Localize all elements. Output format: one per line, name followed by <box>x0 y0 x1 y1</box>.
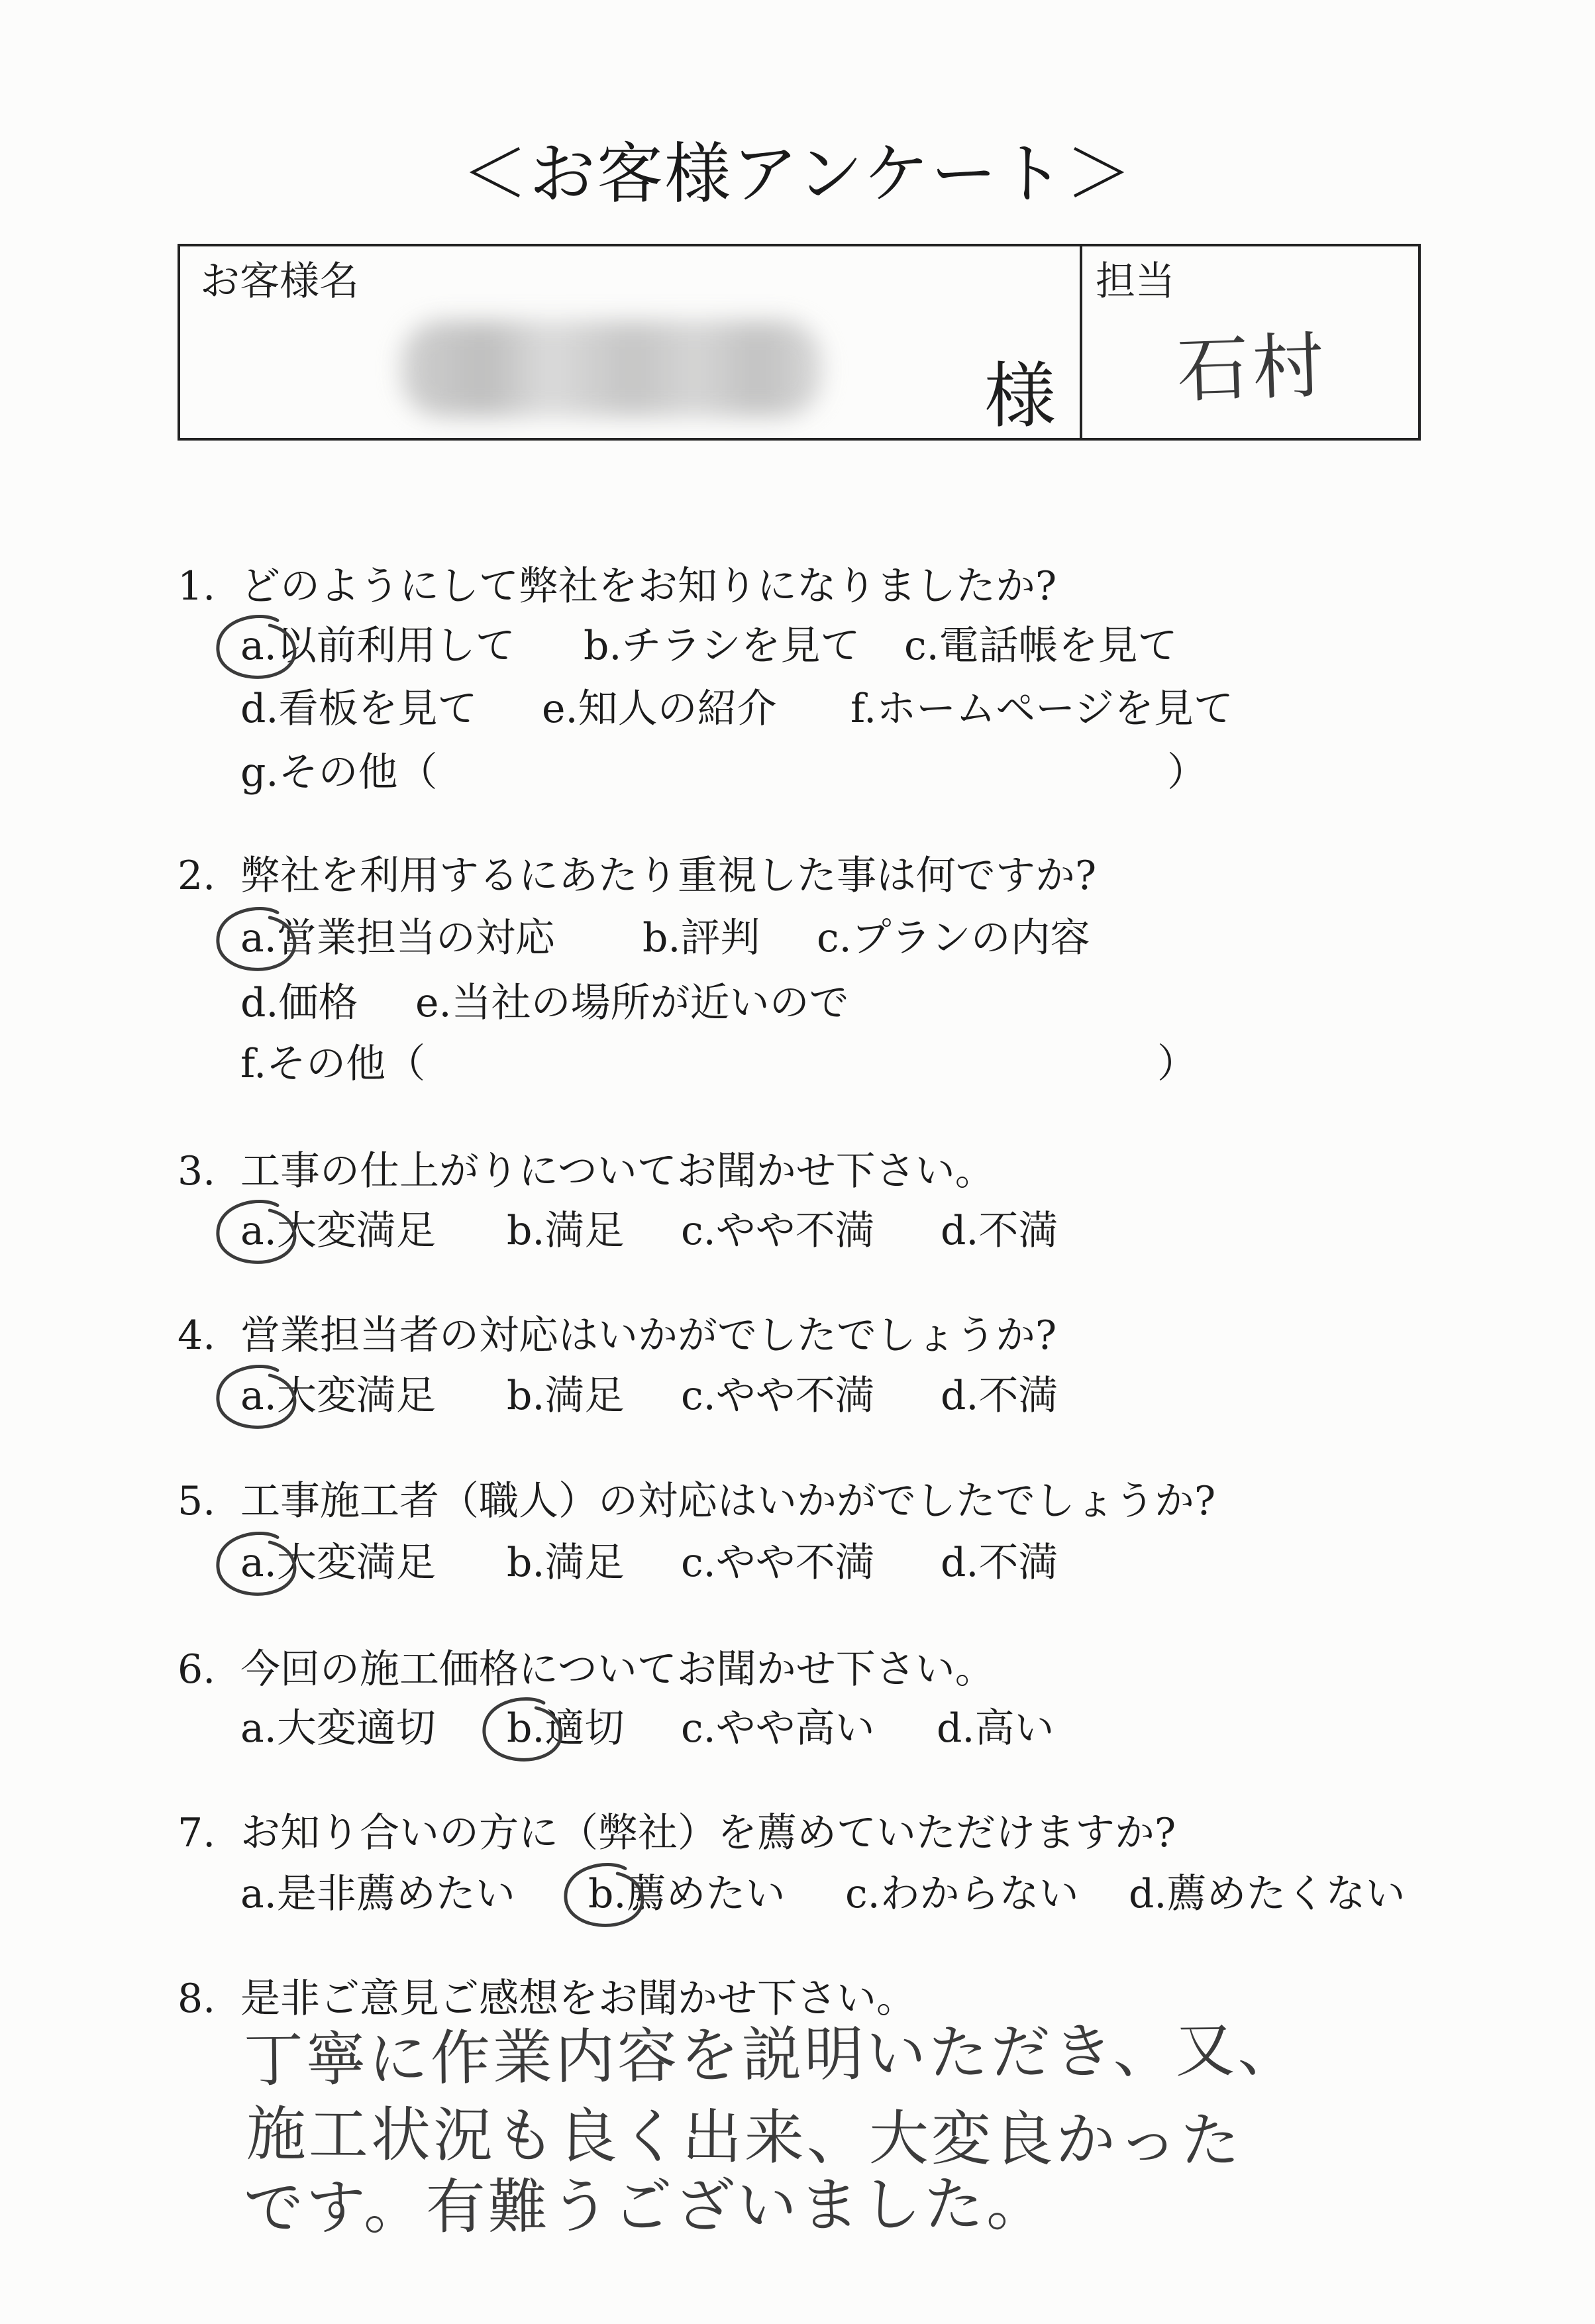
question-6-option-d: d.高い <box>937 1705 1055 1752</box>
question-5-option-d: d.不満 <box>941 1540 1058 1586</box>
question-6-text: 今回の施工価格についてお聞かせ下さい。 <box>240 1646 995 1693</box>
question-6-option-b: b.適切 <box>507 1705 625 1752</box>
handwritten-comment-line: です。有難うございました。 <box>243 2169 1049 2243</box>
question-5-text: 工事施工者（職人）の対応はいかがでしたでしょうか? <box>240 1478 1216 1524</box>
question-2-option-c: c.プランの内容 <box>817 915 1090 961</box>
question-2-number: 2. <box>178 853 216 899</box>
question-1-option-e: e.知人の紹介 <box>542 686 777 732</box>
question-8-text: 是非ご意見ご感想をお聞かせ下さい。 <box>240 1976 916 2022</box>
question-4-option-a: a.大変満足 <box>240 1373 436 1419</box>
question-2-other-close: ） <box>1157 1041 1197 1087</box>
question-4-option-d: d.不満 <box>941 1373 1058 1419</box>
question-3-number: 3. <box>178 1148 216 1194</box>
customer-name-label: お客様名 <box>200 258 359 305</box>
question-7-option-b: b.薦めたい <box>588 1871 786 1917</box>
question-5-option-a: a.大変満足 <box>240 1540 436 1586</box>
question-1-text: どのようにして弊社をお知りになりましたか? <box>240 563 1057 609</box>
staff-name-handwritten: 石村 <box>1175 325 1330 413</box>
question-7-option-c: c.わからない <box>845 1871 1079 1917</box>
question-5-option-b: b.満足 <box>507 1540 625 1586</box>
question-1-option-f: f.ホームページを見て <box>850 686 1233 732</box>
question-7-text: お知り合いの方に（弊社）を薦めていただけますか? <box>240 1810 1176 1856</box>
question-3-option-c: c.やや不満 <box>681 1208 875 1254</box>
question-1-option-d: d.看板を見て <box>240 686 478 732</box>
question-2-option-a: a.営業担当の対応 <box>240 915 555 961</box>
redacted-customer-name <box>401 321 822 417</box>
question-1-option-a: a.以前利用して <box>240 623 515 669</box>
handwritten-comment-line: 施工状況も良く出来、大変良かった <box>246 2099 1243 2176</box>
question-6-number: 6. <box>178 1646 216 1693</box>
question-3-option-a: a.大変満足 <box>240 1208 436 1254</box>
question-3-option-d: d.不満 <box>941 1208 1058 1254</box>
question-1-other-close: ） <box>1167 749 1207 796</box>
question-7-option-a: a.是非薦めたい <box>240 1871 515 1917</box>
question-1-option-c: c.電話帳を見て <box>904 623 1178 669</box>
table-divider <box>1080 246 1082 438</box>
customer-info-table <box>178 244 1421 441</box>
question-1-option-g: g.その他（ <box>240 749 438 796</box>
handwritten-comment-line: 丁寧に作業内容を説明いただき、又、 <box>243 2015 1300 2095</box>
question-5-number: 5. <box>178 1478 216 1524</box>
question-5-option-c: c.やや不満 <box>681 1540 875 1586</box>
question-6-option-a: a.大変適切 <box>240 1705 436 1752</box>
question-1-number: 1. <box>178 563 216 609</box>
question-7-option-d: d.薦めたくない <box>1129 1871 1406 1917</box>
question-4-text: 営業担当者の対応はいかがでしたでしょうか? <box>240 1312 1057 1359</box>
question-6-option-c: c.やや高い <box>681 1705 875 1752</box>
question-4-option-c: c.やや不満 <box>681 1373 875 1419</box>
staff-label: 担当 <box>1096 258 1175 305</box>
page-title: ＜お客様アンケート＞ <box>462 135 1133 213</box>
honorific-sama: 様 <box>984 355 1056 438</box>
question-3-option-b: b.満足 <box>507 1208 625 1254</box>
question-2-text: 弊社を利用するにあたり重視した事は何ですか? <box>240 853 1097 899</box>
question-2-option-d: d.価格 <box>240 980 358 1026</box>
question-7-number: 7. <box>178 1810 216 1856</box>
question-4-option-b: b.満足 <box>507 1373 625 1419</box>
question-2-option-f: f.その他（ <box>240 1041 426 1087</box>
question-1-option-b: b.チラシを見て <box>584 623 860 669</box>
question-3-text: 工事の仕上がりについてお聞かせ下さい。 <box>240 1148 995 1194</box>
question-4-number: 4. <box>178 1312 216 1359</box>
question-2-option-b: b.評判 <box>643 915 760 961</box>
question-8-number: 8. <box>178 1976 216 2022</box>
question-2-option-e: e.当社の場所が近いので <box>415 980 849 1026</box>
